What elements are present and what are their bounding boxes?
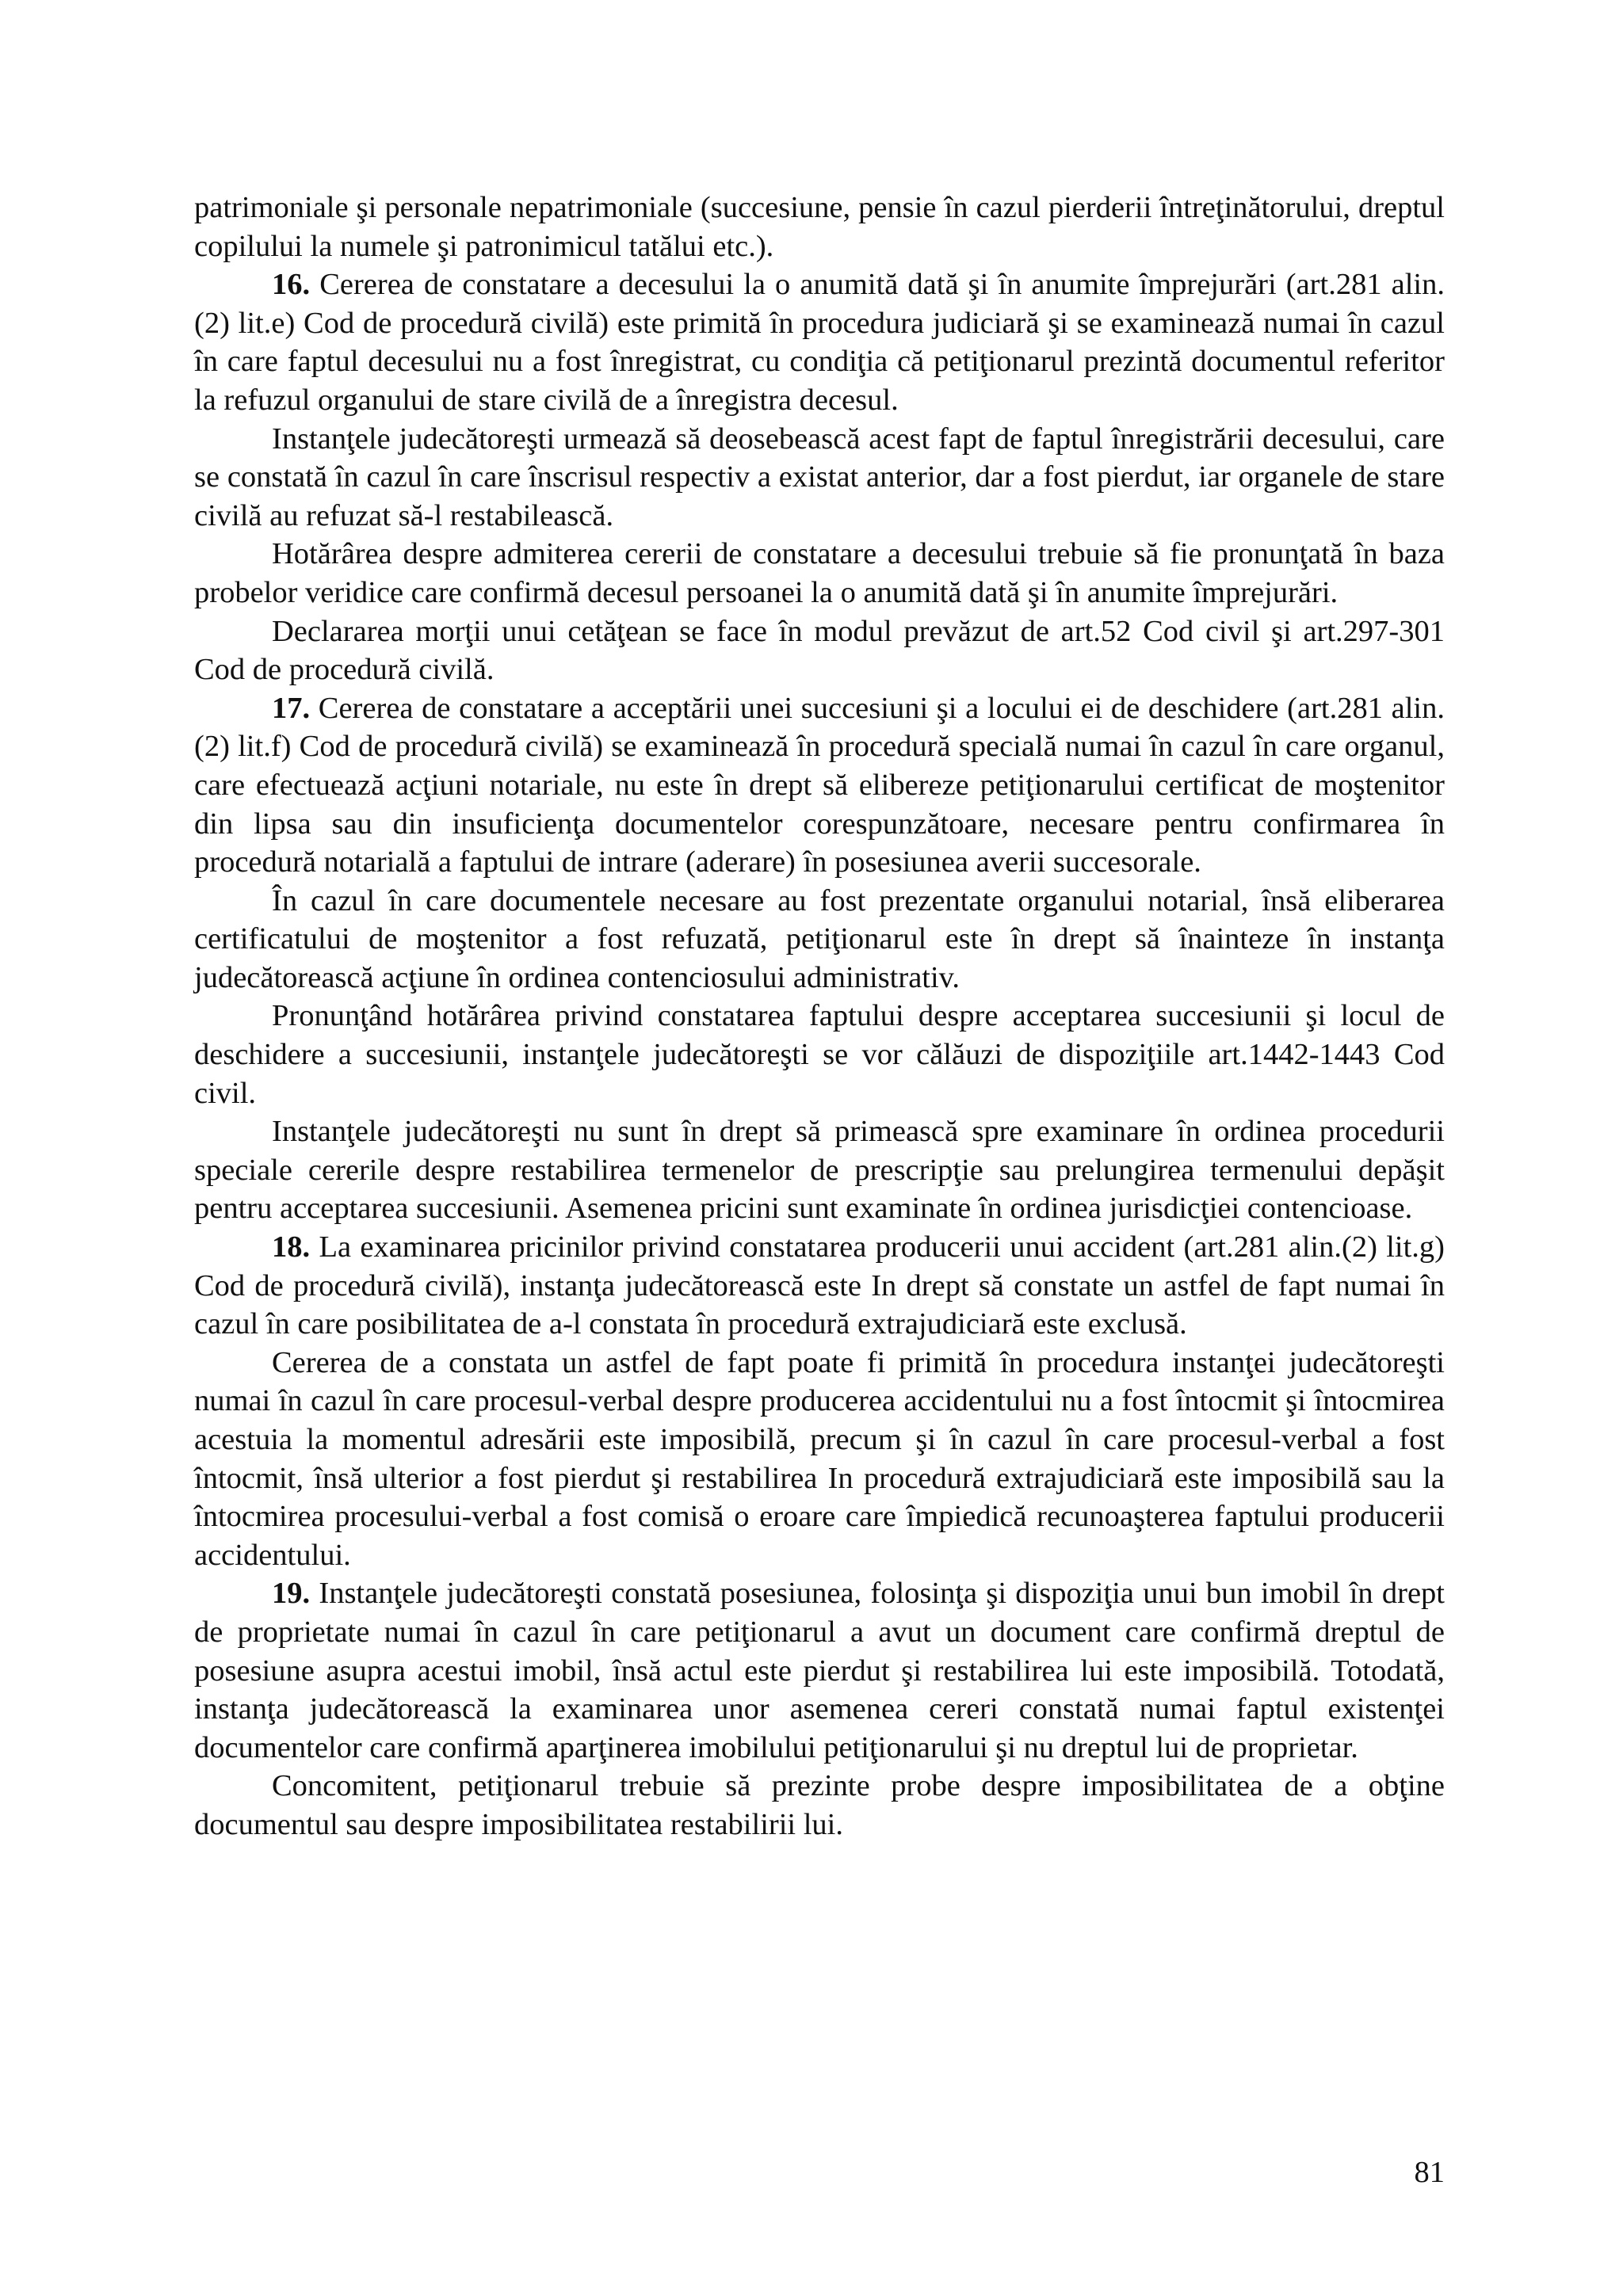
paragraph-16 <box>194 265 1445 419</box>
paragraph-number: 17. <box>272 691 311 725</box>
paragraph-text: Instanţele judecătoreşti constată posesiunea, folosinţa şi dispoziţia unui bun imobil în drept de proprietate numai în cazul în care petiţionarul a avut un document care confirmă dreptul de posesiune asupra acestui imobil, însă actul este pierdut şi restabilirea lui este imposibilă. Totodată, instanţa judecătorească la examinarea unor asemenea cereri constată numai faptul existenţei documentelor care confirmă aparţinerea imobilului petiţionarului şi nu dreptul lui de proprietar. <box>194 1577 1445 1764</box>
document-body <box>194 189 1445 1844</box>
paragraph-text: Instanţele judecătoreşti urmează să deosebească acest fapt de faptul înregistrării decesului, care se constată în cazul în care înscrisul respectiv a existat anterior, dar a fost pierdut, iar organele de stare civilă au refuzat să-l restabilească. <box>194 421 1445 532</box>
paragraph <box>194 1344 1445 1575</box>
paragraph <box>194 612 1445 689</box>
paragraph-17 <box>194 689 1445 882</box>
page-number: 81 <box>1414 2156 1445 2189</box>
paragraph <box>194 1112 1445 1228</box>
paragraph-text: Cererea de constatare a acceptării unei succesiuni şi a locului ei de deschidere (art.281 alin.(2) lit.f) Cod de procedură civilă) se examinează în procedură specială numai în cazul în care organul, care efectuează acţiuni notariale, nu este în drept să elibereze petiţionarului certificat de moştenitor din lipsa sau din insuficienţa documentelor corespunzătoare, necesare pentru confirmarea în procedură notarială a faptului de intrare (aderare) în posesiunea averii succesorale. <box>194 691 1445 879</box>
paragraph <box>194 535 1445 612</box>
paragraph-text: La examinarea pricinilor privind constatarea producerii unui accident (art.281 alin.(2) lit.g) Cod de procedură civilă), instanţa judecătorească este In drept să constate un astfel de fapt numai în cazul în care posibilitatea de a-l constata în procedură extrajudiciară este exclusă. <box>194 1230 1445 1341</box>
paragraph <box>194 882 1445 997</box>
paragraph-text: Pronunţând hotărârea privind constatarea faptului despre acceptarea succesiunii şi locul de deschidere a succesiunii, instanţele judecătoreşti se vor călăuzi de dispoziţiile art.1442-1443 Cod civil. <box>194 999 1445 1110</box>
paragraph-continuation <box>194 189 1445 265</box>
paragraph-text: În cazul în care documentele necesare au fost prezentate organului notarial, însă eliberarea certificatului de moştenitor a fost refuzată, petiţionarul este în drept să înainteze în instanţa judecătorească acţiune în ordinea contenciosului administrativ. <box>194 883 1445 994</box>
paragraph-text: Declararea morţii unui cetăţean se face în modul prevăzut de art.52 Cod civil şi art.297-301 Cod de procedură civilă. <box>194 614 1445 687</box>
paragraph-19 <box>194 1574 1445 1767</box>
paragraph-text: patrimoniale şi personale nepatrimoniale (succesiune, pensie în cazul pierderii întreţinătorului, dreptul copilului la numele şi patronimicul tatălui etc.). <box>194 191 1445 263</box>
paragraph <box>194 997 1445 1112</box>
paragraph-number: 16. <box>272 268 311 302</box>
paragraph-text: Hotărârea despre admiterea cererii de constatare a decesului trebuie să fie pronunţată în baza probelor veridice care confirmă decesul persoanei la o anumită dată şi în anumite împrejurări. <box>194 537 1445 609</box>
paragraph-text: Cererea de constatare a decesului la o anumită dată şi în anumite împrejurări (art.281 alin.(2) lit.e) Cod de procedură civilă) este primită în procedura judiciară şi se examinează numai în cazul în care faptul decesului nu a fost înregistrat, cu condiţia că petiţionarul prezintă documentul referitor la refuzul organului de stare civilă de a înregistra decesul. <box>194 268 1445 417</box>
paragraph-number: 18. <box>272 1230 311 1264</box>
paragraph-text: Concomitent, petiţionarul trebuie să prezinte probe despre imposibilitatea de a obţine documentul sau despre imposibilitatea restabilirii lui. <box>194 1769 1445 1841</box>
paragraph-text: Instanţele judecătoreşti nu sunt în drept să primească spre examinare în ordinea procedurii speciale cererile despre restabilirea termenelor de prescripţie sau prelungirea termenului depăşit pentru acceptarea succesiunii. Asemenea pricini sunt examinate în ordinea jurisdicţiei contencioase. <box>194 1115 1445 1226</box>
paragraph <box>194 420 1445 536</box>
paragraph <box>194 1767 1445 1844</box>
paragraph-number: 19. <box>272 1577 311 1611</box>
paragraph-18 <box>194 1228 1445 1344</box>
paragraph-text: Cererea de a constata un astfel de fapt poate fi primită în procedura instanţei judecătoreşti numai în cazul în care procesul-verbal despre producerea accidentului nu a fost întocmit şi întocmirea acestuia la momentul adresării este imposibilă, precum şi în cazul în care procesul-verbal a fost întocmit, însă ulterior a fost pierdut şi restabilirea In procedură extrajudiciară este imposibilă sau la întocmirea procesului-verbal a fost comisă o eroare care împiedică recunoaşterea faptului producerii accidentului. <box>194 1345 1445 1572</box>
